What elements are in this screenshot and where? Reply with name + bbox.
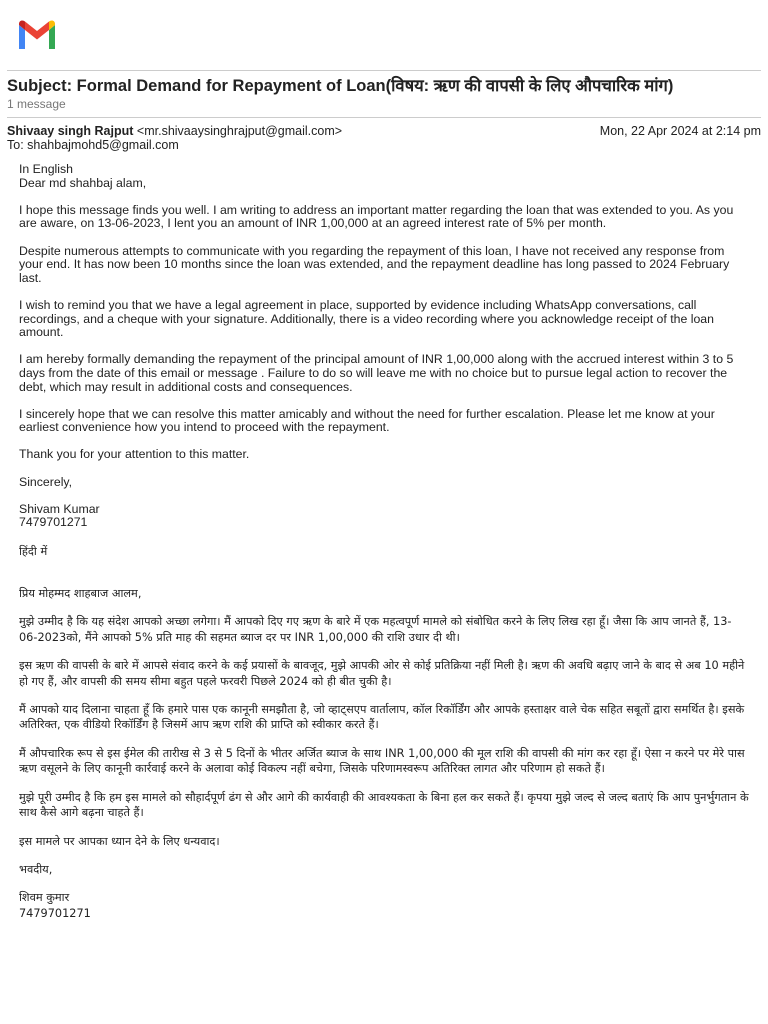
hindi-section: [19, 544, 749, 922]
message-count: 1 message: [7, 97, 66, 111]
english-greeting: Dear md shahbaj alam,: [19, 175, 147, 190]
english-paragraph-1: I hope this message finds you well. I am writing to address an important matter regarding the loan that was extended to you. As you are aware, on 13-06-2023, I lent you an amount of INR 1,00,000 at an agreed interest rate of 5% per month.: [19, 202, 734, 231]
message-body: [19, 163, 749, 921]
english-paragraph-4: I am hereby formally demanding the repayment of the principal amount of INR 1,00,000 along with the accrued interest within 3 to 5 days from the date of this email or message . Failure to do so will leave me with no choice but to pursue legal action to recover the debt, which may result in additional costs and consequences.: [19, 352, 734, 394]
hindi-signature-phone: 7479701271: [19, 906, 91, 920]
english-paragraph-3: I wish to remind you that we have a legal agreement in place, supported by evidence including WhatsApp conversations, call recordings, and a cheque with your signature. Additionally, there is a video recording where you acknowledge receipt of the loan amount.: [19, 297, 714, 340]
english-signature-name: Shivam Kumar: [19, 501, 100, 516]
thread-subject: Subject: Formal Demand for Repayment of Loan(विषय: ऋण की वापसी के लिए औपचारिक मांग): [7, 77, 674, 95]
english-paragraph-5: I sincerely hope that we can resolve this matter amicably and without the need for further escalation. Please let me know at your earliest convenience how you intend to proceed with the repayment.: [19, 406, 715, 435]
english-label: In English: [19, 162, 74, 176]
sender-line: [7, 124, 342, 139]
hindi-paragraph-2: इस ऋण की वापसी के बारे में आपसे संवाद करने के कई प्रयासों के बावजूद, मुझे आपकी ओर से कोई प्रतिक्रिया नहीं मिली है। ऋण की अवधि बढ़ाए जाने के बाद से अब 10 महीने हो गए हैं, और वापसी की समय सीमा बहुत पहले फरवरी पिछले 2024 को ही बीत चुकी है।: [19, 659, 745, 688]
hindi-closing: भवदीय,: [19, 862, 53, 876]
hindi-greeting: प्रिय मोहम्मद शाहबाज आलम,: [19, 587, 142, 601]
hindi-paragraph-4: मैं औपचारिक रूप से इस ईमेल की तारीख से 3 से 5 दिनों के भीतर अर्जित ब्याज के साथ INR 1,00,000 की मूल राशि की वापसी की मांग कर रहा हूँ। ऐसा न करने पर मेरे पास ऋण वसूलने के लिए कानूनी कार्रवाई करने के अलावा कोई विकल्प नहीं बचेगा, जिसके परिणामस्वरूप अतिरिक्त लागत और परिणाम हो सकते हैं।: [19, 746, 745, 776]
gmail-logo-icon: [16, 19, 58, 49]
english-signature-phone: 7479701271: [19, 515, 88, 530]
hindi-paragraph-3: मैं आपको याद दिलाना चाहता हूँ कि हमारे पास एक कानूनी समझौता है, जो व्हाट्सएप वार्तालाप, कॉल रिकॉर्डिंग और आपके हस्ताक्षर वाले चेक सहित सबूतों द्वारा समर्थित है। इसके अतिरिक्त, एक वीडियो रिकॉर्डिंग है जिसमें आप ऋण राशि की प्राप्ति को स्वीकार करते हैं।: [19, 703, 745, 732]
message-date: Mon, 22 Apr 2024 at 2:14 pm: [599, 124, 761, 138]
subject-divider: [7, 117, 761, 118]
hindi-paragraph-1: मुझे उम्मीद है कि यह संदेश आपको अच्छा लगेगा। मैं आपको दिए गए ऋण के बारे में एक महत्वपूर्ण मामले को संबोधित करने के लिए लिख रहा हूँ। जैसा कि आप जानते हैं, 13-06-2023को, मैंने आपको 5% प्रति माह की सहमत ब्याज दर पर INR 1,00,000 की राशि उधार दी थी।: [19, 615, 732, 644]
english-thanks: Thank you for your attention to this matter.: [19, 447, 250, 462]
hindi-thanks: इस मामले पर आपका ध्यान देने के लिए धन्यवाद।: [19, 834, 220, 848]
sender-email[interactable]: <mr.shivaaysinghrajput@gmail.com>: [136, 124, 343, 138]
english-paragraph-2: Despite numerous attempts to communicate with you regarding the repayment of this loan, I have not received any response from your end. It has now been 10 months since the loan was extended, and the repayment deadline has long passed to 2024 February last.: [19, 243, 730, 285]
recipient-line: To: shahbajmohd5@gmail.com: [7, 138, 179, 152]
hindi-label: हिंदी में: [19, 544, 48, 558]
english-closing: Sincerely,: [19, 474, 73, 489]
header-divider: [7, 70, 761, 71]
hindi-signature-name: शिवम कुमार: [19, 891, 70, 905]
sender-name: Shivaay singh Rajput: [7, 124, 134, 138]
hindi-paragraph-5: मुझे पूरी उम्मीद है कि हम इस मामले को सौहार्दपूर्ण ढंग से और आगे की कार्यवाही की आवश्यकता के बिना हल कर सकते हैं। कृपया मुझे जल्द से जल्द बताएं कि आप पुनर्भुगतान के साथ कैसे आगे बढ़ना चाहते हैं।: [19, 790, 749, 820]
